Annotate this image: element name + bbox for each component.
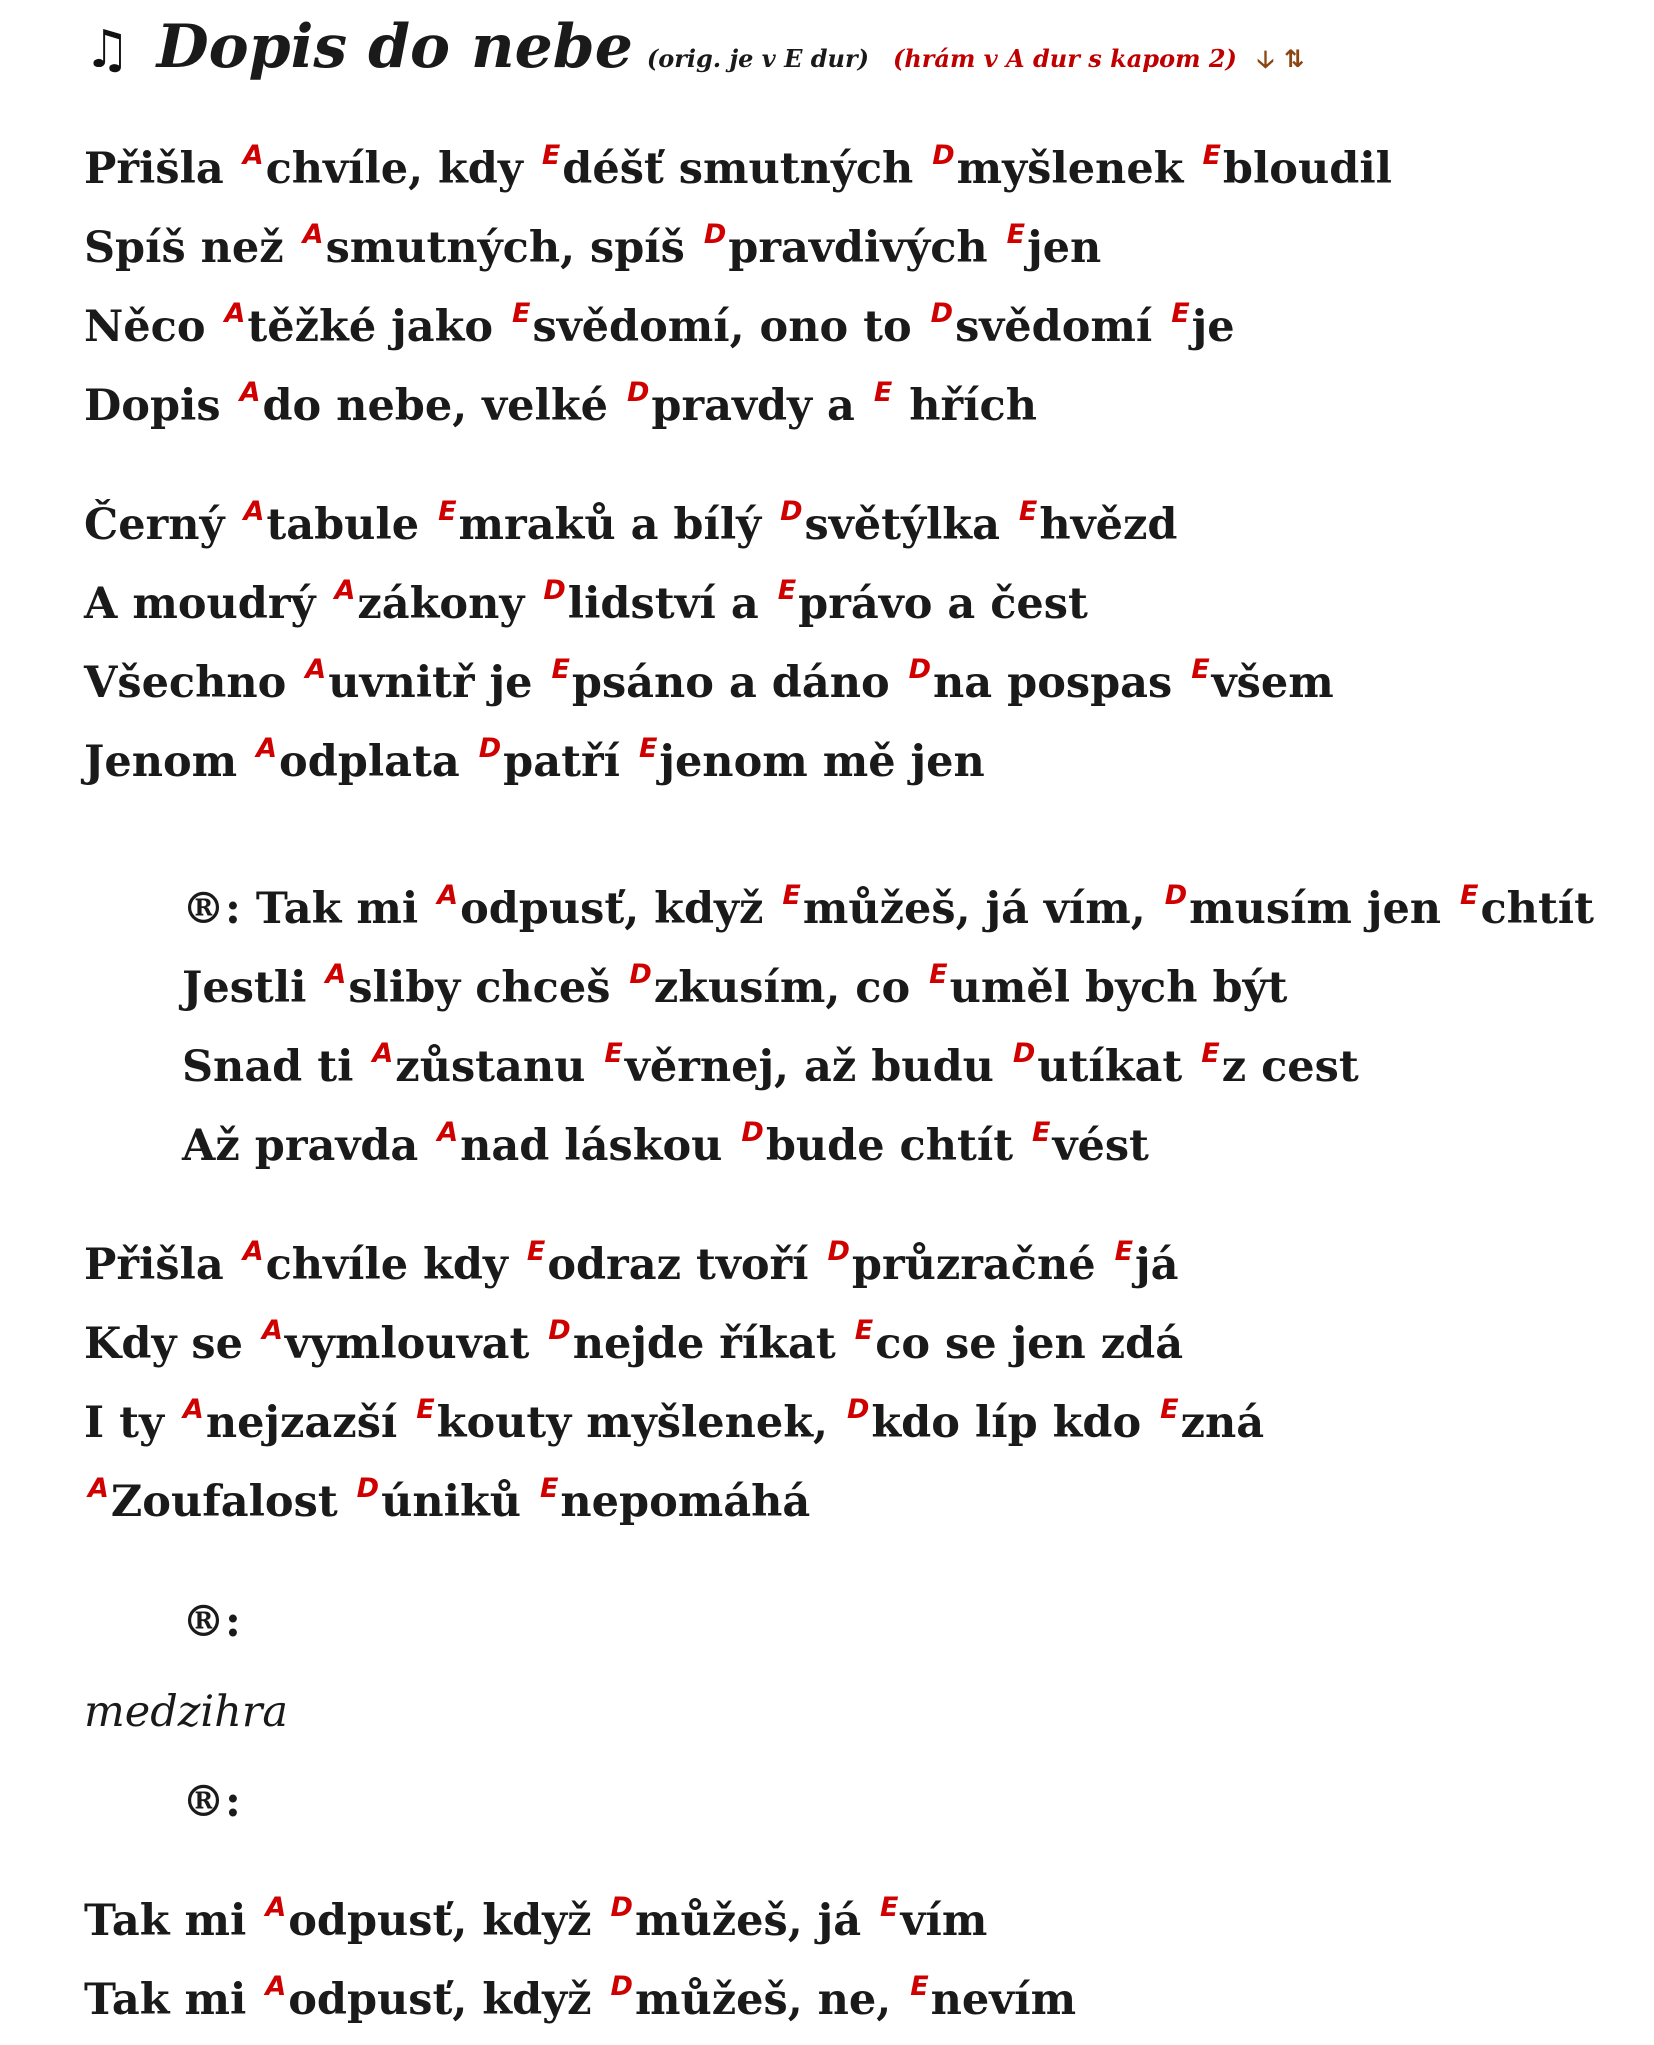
lyric-text: zná bbox=[1180, 1398, 1265, 1448]
chord-label: E bbox=[1171, 298, 1190, 329]
lyric-text: tabule bbox=[266, 500, 435, 550]
lyric-text: vést bbox=[1052, 1121, 1149, 1171]
lyric-line bbox=[182, 1028, 1644, 1107]
lyric-text: A moudrý bbox=[84, 579, 331, 629]
lyric-text: jen bbox=[1027, 223, 1102, 273]
lyric-text: nevím bbox=[930, 1975, 1077, 2025]
lyric-text: bude chtít bbox=[765, 1121, 1029, 1171]
chord-label: D bbox=[780, 496, 803, 527]
lyric-text: Jenom bbox=[84, 737, 253, 787]
chord-label: E bbox=[1460, 880, 1479, 911]
lyric-text: vymlouvat bbox=[284, 1319, 545, 1369]
chord-label: E bbox=[541, 140, 561, 171]
transpose-swap-icon[interactable]: ⇅ bbox=[1284, 45, 1305, 73]
lyric-text: je bbox=[1191, 302, 1235, 352]
chord-label: E bbox=[1160, 1394, 1179, 1425]
chord-label: A bbox=[437, 1117, 459, 1148]
lyric-text: Něco bbox=[84, 302, 221, 352]
chord-label: D bbox=[548, 1315, 571, 1346]
verse-3 bbox=[84, 1226, 1644, 1542]
chord-label: A bbox=[265, 1971, 287, 2002]
chord-label: D bbox=[741, 1117, 764, 1148]
song-body bbox=[84, 130, 1644, 2040]
lyric-line bbox=[84, 209, 1644, 288]
lyric-text: chvíle kdy bbox=[265, 1240, 523, 1290]
chord-label: D bbox=[610, 1892, 633, 1923]
chord-label: D bbox=[908, 654, 932, 685]
chord-label: A bbox=[334, 575, 356, 606]
lyric-line bbox=[84, 723, 1644, 802]
lyric-text: Až pravda bbox=[182, 1121, 434, 1171]
lyric-line bbox=[182, 1107, 1644, 1186]
chord-label: E bbox=[1201, 1038, 1220, 1069]
lyric-text: Přišla bbox=[84, 1240, 239, 1290]
lyric-line bbox=[84, 1226, 1644, 1305]
lyric-text: chvíle, kdy bbox=[265, 144, 538, 194]
lyric-text: pravdivých bbox=[728, 223, 1003, 273]
lyric-line bbox=[84, 565, 1644, 644]
lyric-line bbox=[84, 1384, 1644, 1463]
lyric-text: Tak mi bbox=[84, 1975, 262, 2025]
chord-label: E bbox=[1032, 1117, 1051, 1148]
lyric-text: myšlenek bbox=[956, 144, 1199, 194]
chord-label: E bbox=[854, 1315, 874, 1346]
chord-label: E bbox=[526, 1236, 546, 1267]
lyric-text: Přišla bbox=[84, 144, 239, 194]
song-header bbox=[84, 12, 1314, 82]
lyric-text: ®: Tak mi bbox=[182, 884, 434, 934]
lyric-text: Snad ti bbox=[182, 1042, 369, 1092]
lyric-text: můžeš, já vím, bbox=[802, 884, 1161, 934]
lyric-text: Zoufalost bbox=[110, 1477, 353, 1527]
chord-label: E bbox=[782, 880, 801, 911]
chord-label: D bbox=[543, 575, 566, 606]
chord-label: E bbox=[604, 1038, 623, 1069]
lyric-text: Kdy se bbox=[84, 1319, 258, 1369]
lyric-text: uměl bych být bbox=[949, 963, 1288, 1013]
lyric-text: nepomáhá bbox=[560, 1477, 811, 1527]
chord-label: E bbox=[1191, 654, 1210, 685]
lyric-line bbox=[84, 1961, 1644, 2040]
lyric-line bbox=[84, 367, 1644, 446]
lyric-text: odpusť, když bbox=[288, 1896, 607, 1946]
lyric-text: Spíš než bbox=[84, 223, 299, 273]
chord-label: D bbox=[846, 1394, 870, 1425]
lyric-text: nad láskou bbox=[460, 1121, 738, 1171]
lyric-text: svědomí bbox=[955, 302, 1168, 352]
chord-label: A bbox=[261, 1315, 283, 1346]
lyric-text: všem bbox=[1211, 658, 1334, 708]
chord-label: E bbox=[777, 575, 797, 606]
chord-label: D bbox=[478, 733, 502, 764]
chord-label: D bbox=[1012, 1038, 1036, 1069]
lyric-text: zůstanu bbox=[395, 1042, 601, 1092]
chord-label: A bbox=[265, 1892, 287, 1923]
chord-label: A bbox=[325, 959, 347, 990]
lyric-text: hvězd bbox=[1039, 500, 1178, 550]
lyric-text: Všechno bbox=[84, 658, 302, 708]
lyric-text: Tak mi bbox=[84, 1896, 262, 1946]
chord-label: D bbox=[703, 219, 727, 250]
chord-label: E bbox=[438, 496, 457, 527]
chord-label: D bbox=[626, 377, 650, 408]
lyric-text: zákony bbox=[357, 579, 540, 629]
lyric-text: psáno a dáno bbox=[571, 658, 905, 708]
lyric-text: bloudil bbox=[1222, 144, 1392, 194]
chord-label: A bbox=[243, 496, 265, 527]
lyric-text: odpusť, když bbox=[288, 1975, 607, 2025]
lyric-line bbox=[84, 288, 1644, 367]
lyric-line bbox=[182, 949, 1644, 1028]
lyric-text: co se jen zdá bbox=[875, 1319, 1184, 1369]
lyric-text: z cest bbox=[1221, 1042, 1359, 1092]
lyric-text: vím bbox=[900, 1896, 988, 1946]
chord-label: E bbox=[873, 377, 893, 408]
music-note-icon: ♫ bbox=[84, 20, 131, 80]
chord-label: A bbox=[224, 298, 246, 329]
lyric-text: těžké jako bbox=[247, 302, 509, 352]
chord-label: A bbox=[182, 1394, 204, 1425]
chord-label: E bbox=[512, 298, 531, 329]
chord-label: E bbox=[1114, 1236, 1134, 1267]
lyric-line bbox=[84, 130, 1644, 209]
lyric-text: kouty myšlenek, bbox=[436, 1398, 843, 1448]
lyric-text: déšť smutných bbox=[562, 144, 929, 194]
lyric-text: světýlka bbox=[804, 500, 1015, 550]
lyric-text: lidství a bbox=[567, 579, 774, 629]
lyric-text: můžeš, já bbox=[634, 1896, 877, 1946]
chord-label: A bbox=[242, 1236, 264, 1267]
chord-label: A bbox=[437, 880, 459, 911]
lyric-text: úniků bbox=[381, 1477, 536, 1527]
chord-label: E bbox=[1018, 496, 1038, 527]
transpose-down-icon[interactable]: 🡣 bbox=[1256, 45, 1275, 73]
chord-label: D bbox=[930, 298, 954, 329]
chord-label: E bbox=[1202, 140, 1221, 171]
capo-note: (hrám v A dur s kapom 2) bbox=[892, 44, 1237, 73]
lyric-text: mraků a bílý bbox=[458, 500, 777, 550]
lyric-text: odraz tvoří bbox=[547, 1240, 824, 1290]
lyric-line bbox=[84, 1463, 1644, 1542]
lyric-text: do nebe, velké bbox=[262, 381, 623, 431]
chord-label: E bbox=[638, 733, 658, 764]
chorus bbox=[84, 870, 1644, 1186]
lyric-line bbox=[84, 486, 1644, 565]
lyric-text: hřích bbox=[894, 381, 1037, 431]
lyric-text: kdo líp kdo bbox=[871, 1398, 1157, 1448]
lyric-text: jenom mě jen bbox=[659, 737, 985, 787]
outro bbox=[84, 1882, 1644, 2040]
lyric-text: uvnitř je bbox=[328, 658, 548, 708]
original-key-note: (orig. je v E dur) bbox=[646, 44, 869, 73]
lyric-text: musím jen bbox=[1189, 884, 1457, 934]
lyric-text: odpusť, když bbox=[460, 884, 779, 934]
lyric-text: na pospas bbox=[933, 658, 1188, 708]
lyric-text: zkusím, co bbox=[653, 963, 926, 1013]
chorus-repeat-mark: ®: bbox=[182, 1597, 241, 1647]
chord-label: A bbox=[302, 219, 324, 250]
lyric-line bbox=[84, 1305, 1644, 1384]
chord-label: A bbox=[256, 733, 278, 764]
lyric-text: Černý bbox=[84, 500, 240, 550]
lyric-text: sliby chceš bbox=[348, 963, 626, 1013]
lyric-text: I ty bbox=[84, 1398, 179, 1448]
lyric-text: právo a čest bbox=[798, 579, 1088, 629]
lyric-text: průzračné bbox=[851, 1240, 1111, 1290]
chord-label: D bbox=[1164, 880, 1188, 911]
lyric-line bbox=[84, 644, 1644, 723]
chord-label: A bbox=[239, 377, 261, 408]
lyric-text: nejzazší bbox=[205, 1398, 413, 1448]
lyric-text: věrnej, až budu bbox=[624, 1042, 1009, 1092]
chord-label: E bbox=[880, 1892, 899, 1923]
chord-label: D bbox=[629, 959, 652, 990]
lyric-text: smutných, spíš bbox=[325, 223, 700, 273]
lyric-text: svědomí, ono to bbox=[532, 302, 927, 352]
lyric-text: pravdy a bbox=[651, 381, 870, 431]
chord-label: E bbox=[539, 1473, 559, 1504]
chord-label: E bbox=[551, 654, 570, 685]
chord-label: A bbox=[305, 654, 327, 685]
lyric-text: chtít bbox=[1480, 884, 1595, 934]
chord-label: A bbox=[372, 1038, 394, 1069]
verse-2 bbox=[84, 486, 1644, 802]
chord-label: E bbox=[929, 959, 948, 990]
chord-label: D bbox=[610, 1971, 633, 2002]
lyric-text: odplata bbox=[279, 737, 475, 787]
lyric-text: můžeš, ne, bbox=[634, 1975, 907, 2025]
chord-label: A bbox=[242, 140, 264, 171]
verse-1 bbox=[84, 130, 1644, 446]
lyric-line bbox=[182, 870, 1644, 949]
lyric-text: nejde říkat bbox=[572, 1319, 851, 1369]
interlude-label: medzihra bbox=[84, 1687, 289, 1737]
lyric-text: já bbox=[1135, 1240, 1179, 1290]
lyric-text: patří bbox=[503, 737, 635, 787]
lyric-text: utíkat bbox=[1037, 1042, 1198, 1092]
chord-label: D bbox=[356, 1473, 380, 1504]
chorus-repeat-mark: ®: bbox=[182, 1777, 241, 1827]
chord-label: A bbox=[88, 1473, 109, 1504]
lyric-line bbox=[84, 1882, 1644, 1961]
chord-label: E bbox=[416, 1394, 435, 1425]
lyric-text: Jestli bbox=[182, 963, 322, 1013]
chord-label: E bbox=[1006, 219, 1026, 250]
lyric-text: Dopis bbox=[84, 381, 236, 431]
song-title: Dopis do nebe bbox=[156, 12, 633, 82]
chord-label: D bbox=[932, 140, 955, 171]
chord-label: E bbox=[910, 1971, 929, 2002]
chord-label: D bbox=[827, 1236, 850, 1267]
